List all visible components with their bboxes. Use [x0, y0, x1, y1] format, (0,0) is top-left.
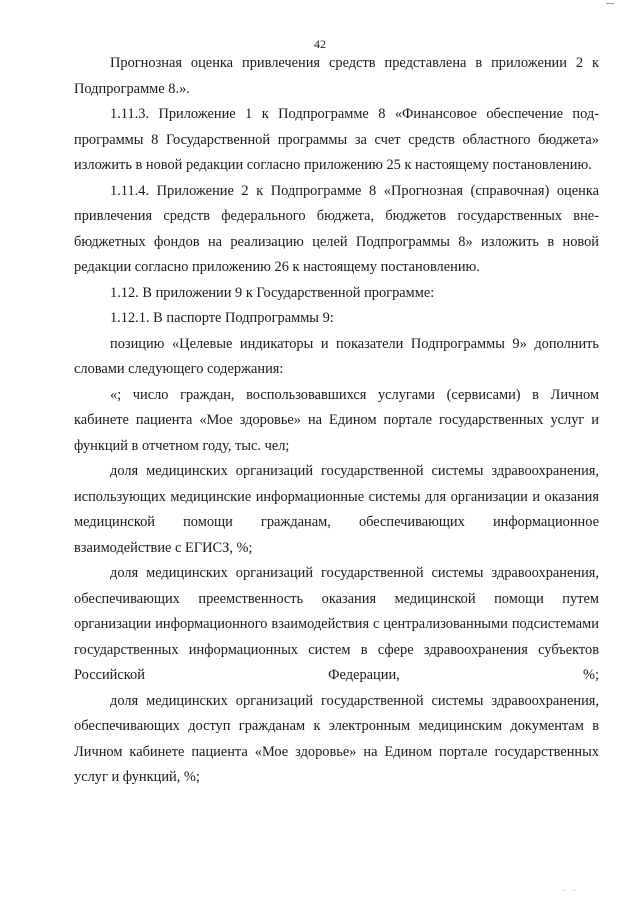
paragraph-forecast-note: Прогнозная оценка привлечения средств представлена в приложении 2 к Подпрограмме 8.». [74, 55, 599, 97]
page-number: 42 [314, 37, 326, 51]
paragraph-1-12: 1.12. В приложении 9 к Государственной программе: [110, 284, 435, 301]
scan-edge-mark [606, 0, 614, 4]
paragraph-1-11-4: 1.11.4. Приложение 2 к Подпрограмме 8 «Прогнозная (справочная) оценка привлечения средств федерального бюджета, бюджетов государственных внебюджетных фондов на реализацию целей Подпрограммы 8» изложить в новой редакции согласно приложению 26 к настоящему постановлению. [74, 182, 599, 275]
footer-mark: · · [563, 887, 579, 895]
paragraph-indicator-mis: доля медицинских организаций государственной системы здравоохранения, использующих медицинские информационные системы для организации и оказания медицинской помощи гражданам, обеспечивающих информационное взаимодействие с ЕГИСЗ, %; [74, 463, 599, 556]
document-body [74, 51, 599, 791]
paragraph-indicator-citizens: «; число граждан, воспользовавшихся услугами (сервисами) в Личном кабинете пациента «Мое здоровье» на Едином портале государственных услуг и функций в отчетном году, тыс. чел; [74, 386, 599, 454]
paragraph-indicator-continuity: доля медицинских организаций государственной системы здравоохранения, обеспечивающих преемственность оказания медицинской помощи путем организации информационного взаимодействия с централизованными подсистемами государственных информационных систем в сфере здравоохранения субъектов Российской Федерации, %; [74, 565, 599, 683]
paragraph-1-11-3: 1.11.3. Приложение 1 к Подпрограмме 8 «Финансовое обеспечение подпрограммы 8 Государственной программы за счет средств областного бюджета» изложить в новой редакции согласно приложению 25 к настоящему постановлению. [74, 106, 599, 173]
paragraph-indicators-intro: позицию «Целевые индикаторы и показатели Подпрограммы 9» дополнить словами следующего содержания: [74, 335, 599, 377]
paragraph-indicator-e-docs: доля медицинских организаций государственной системы здравоохранения, обеспечивающих доступ гражданам к электронным медицинским документам в Личном кабинете пациента «Мое здоровье» на Едином портале государственных услуг и функций, %; [74, 692, 599, 785]
paragraph-1-12-1: 1.12.1. В паспорте Подпрограммы 9: [110, 310, 334, 326]
